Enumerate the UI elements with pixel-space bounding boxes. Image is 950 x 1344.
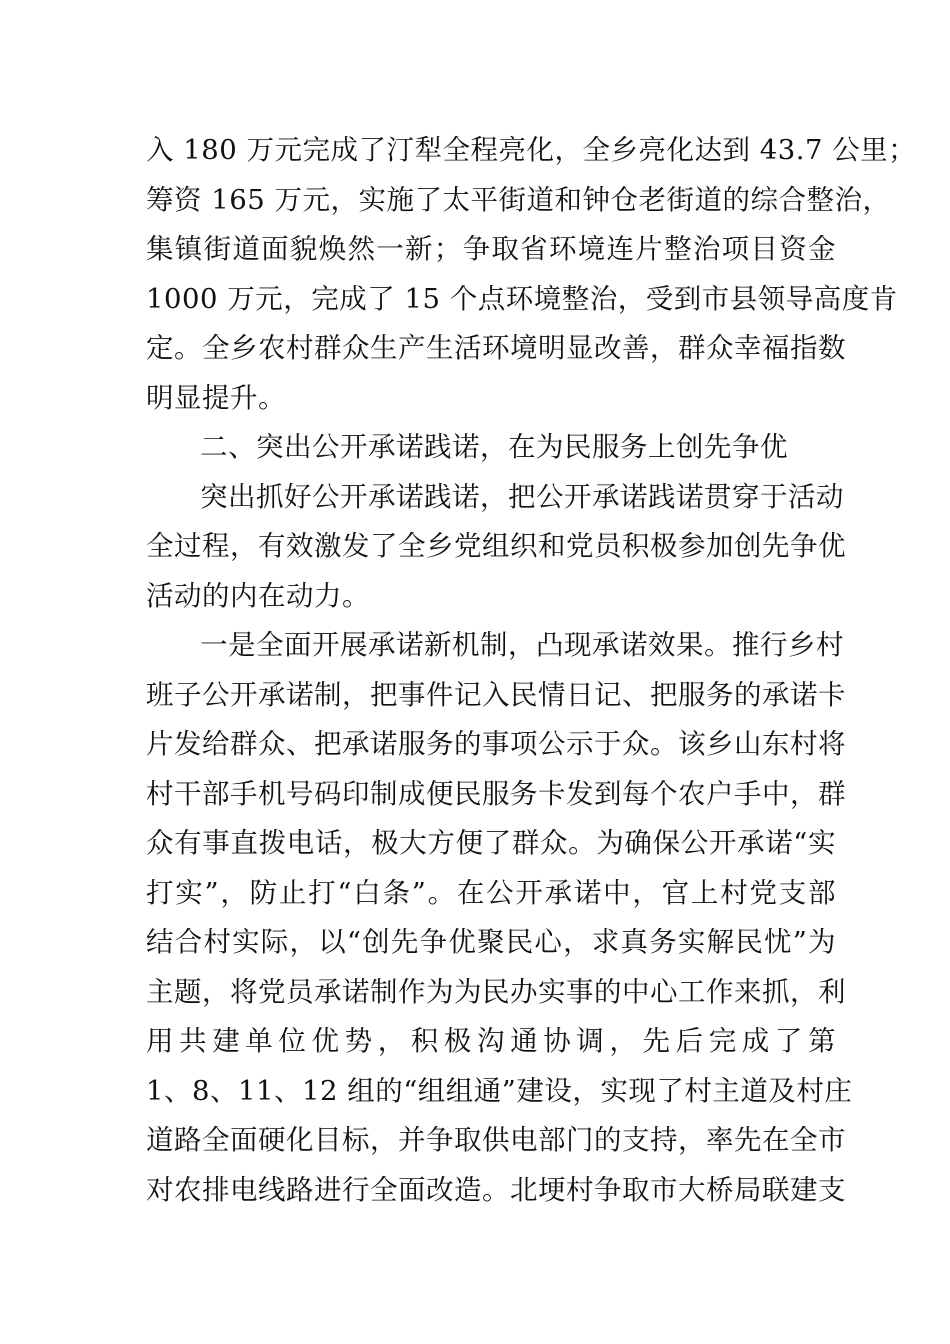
paragraph-3	[146, 621, 853, 1215]
document-body	[146, 126, 917, 1215]
text-line: 道路全面硬化目标，并争取供电部门的支持，率先在全市	[146, 1124, 846, 1156]
text-line: 集镇街道面貌焕然一新；争取省环境连片整治项目资金	[146, 233, 836, 265]
text-line: 活动的内在动力。	[146, 579, 370, 612]
text-line: 村干部手机号码印制成便民服务卡发到每个农户手中，群	[146, 777, 846, 810]
paragraph-2	[146, 473, 846, 622]
text-line: 众有事直拨电话，极大方便了群众。为确保公开承诺“实	[146, 827, 836, 859]
section-heading-2	[146, 423, 836, 473]
text-line: 突出抓好公开承诺践诺，把公开承诺践诺贯穿于活动	[200, 480, 844, 513]
text-line: 主题，将党员承诺制作为为民办实事的中心工作来抓，利	[146, 975, 846, 1008]
text-line: 全过程，有效激发了全乡党组织和党员积极参加创先争优	[146, 530, 846, 562]
text-line: 打实”，防止打“白条”。在公开承诺中，官上村党支部	[146, 876, 836, 909]
text-line: 班子公开承诺制，把事件记入民情日记、把服务的承诺卡	[146, 678, 846, 711]
text-line: 用共建单位优势，积极沟通协调，先后完成了第	[146, 1025, 836, 1057]
text-line: 筹资 165 万元，实施了太平街道和钟仓老街道的综合整治，	[146, 183, 891, 216]
text-line: 片发给群众、把承诺服务的事项公示于众。该乡山东村将	[146, 728, 846, 760]
heading-line: 二、突出公开承诺践诺，在为民服务上创先争优	[200, 431, 788, 463]
text-line: 结合村实际，以“创先争优聚民心，求真务实解民忧”为	[146, 926, 836, 958]
text-line: 对农排电线路进行全面改造。北埂村争取市大桥局联建支	[146, 1173, 846, 1206]
text-line: 明显提升。	[146, 381, 286, 414]
text-line: 一是全面开展承诺新机制，凸现承诺效果。推行乡村	[200, 629, 844, 661]
text-line: 1、8、11、12 组的“组组通”建设，实现了村主道及村庄	[146, 1074, 853, 1107]
paragraph-1	[146, 126, 917, 423]
text-line: 定。全乡农村群众生产生活环境明显改善，群众幸福指数	[146, 332, 846, 364]
text-line: 入 180 万元完成了汀犁全程亮化，全乡亮化达到 43.7 公里；	[146, 134, 917, 166]
text-line: 1000 万元，完成了 15 个点环境整治，受到市县领导高度肯	[146, 282, 898, 315]
